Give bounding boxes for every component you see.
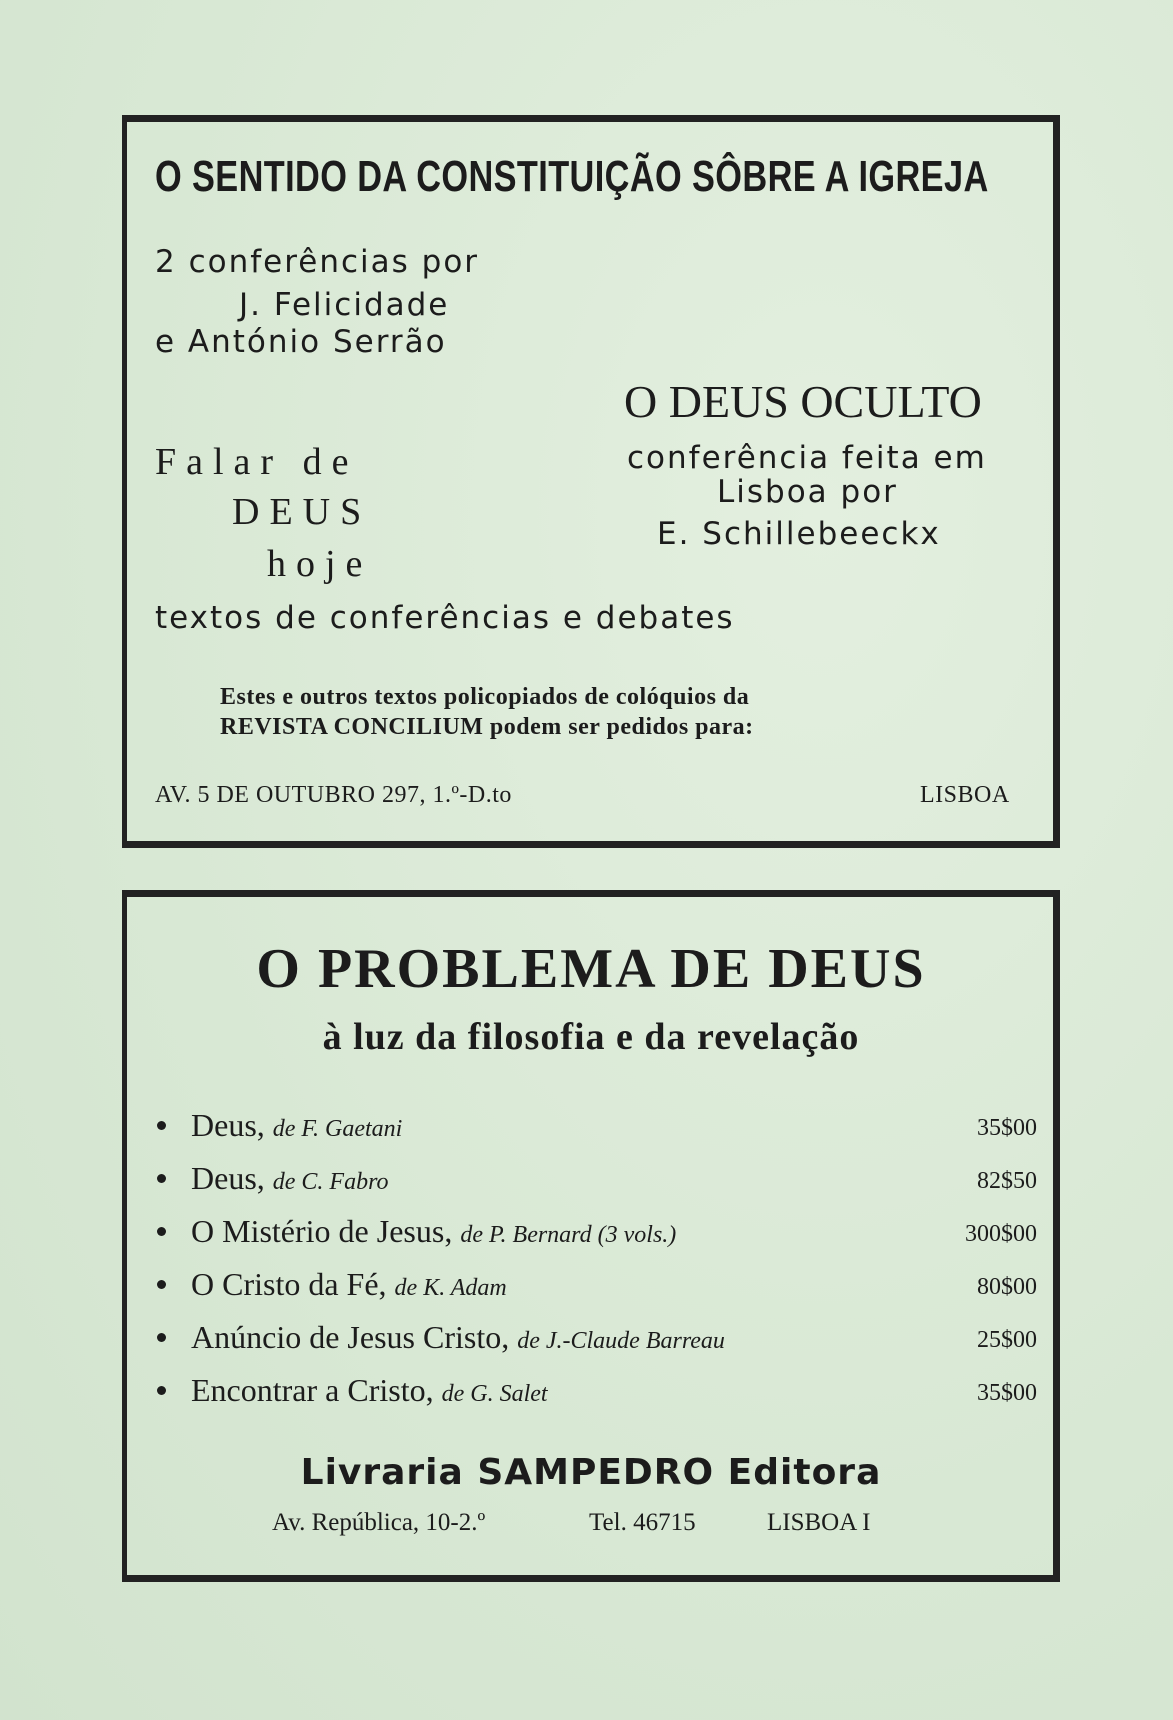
book-price: 35$00	[977, 1380, 1037, 1406]
falar-line-2: DEUS	[232, 491, 372, 533]
book-author: de G. Salet	[441, 1381, 548, 1407]
list-item	[157, 1266, 1037, 1314]
list-item	[157, 1372, 1037, 1420]
publisher-city: LISBOA I	[767, 1509, 871, 1536]
book-author: de P. Bernard (3 vols.)	[460, 1222, 677, 1248]
deus-oculto-author: E. Schillebeeckx	[657, 516, 941, 552]
list-item	[157, 1213, 1037, 1261]
sampedro-advert	[122, 890, 1060, 1582]
book-title: Encontrar a Cristo,	[191, 1372, 434, 1408]
note-line-1: Estes e outros textos policopiados de colóquios da	[220, 684, 750, 710]
book-author: de F. Gaetani	[272, 1116, 403, 1142]
book-title: Deus,	[191, 1160, 265, 1196]
concilium-advert	[122, 115, 1060, 848]
publisher-tel: Tel. 46715	[589, 1509, 696, 1536]
city: LISBOA	[920, 782, 1010, 808]
problema-subtitle: à luz da filosofia e da revelação	[322, 1016, 860, 1058]
book-price: 35$00	[977, 1115, 1037, 1141]
book-title: O Cristo da Fé,	[191, 1266, 387, 1302]
publisher-name: Livraria SAMPEDRO Editora	[300, 1452, 882, 1493]
deus-oculto-line-1: conferência feita em	[627, 440, 987, 476]
deus-oculto-line-2: Lisboa por	[717, 474, 898, 510]
intro-text: 2 conferências por	[155, 244, 480, 280]
bullet-icon	[157, 1280, 166, 1289]
deus-oculto-title: O DEUS OCULTO	[624, 376, 982, 427]
book-title: Anúncio de Jesus Cristo,	[191, 1319, 510, 1355]
bullet-icon	[157, 1174, 166, 1183]
falar-line-3: hoje	[267, 543, 373, 585]
list-item	[157, 1319, 1037, 1367]
author-line-2: e António Serrão	[155, 324, 447, 360]
book-author: de K. Adam	[394, 1275, 507, 1301]
list-item	[157, 1160, 1037, 1208]
book-title: O Mistério de Jesus,	[191, 1213, 453, 1249]
list-item	[157, 1107, 1037, 1155]
book-price: 25$00	[977, 1327, 1037, 1353]
bullet-icon	[157, 1227, 166, 1236]
headline: O SENTIDO DA CONSTITUIÇÃO SÔBRE A IGREJA	[155, 152, 989, 201]
book-price: 82$50	[977, 1168, 1037, 1194]
falar-line-1: Falar de	[155, 441, 359, 483]
publisher-address: Av. República, 10-2.º	[272, 1509, 486, 1536]
bullet-icon	[157, 1333, 166, 1342]
book-price: 300$00	[965, 1221, 1037, 1247]
bullet-icon	[157, 1386, 166, 1395]
note-line-2: REVISTA CONCILIUM podem ser pedidos para:	[220, 714, 754, 740]
book-price: 80$00	[977, 1274, 1037, 1300]
book-author: de C. Fabro	[272, 1169, 389, 1195]
textos-line: textos de conferências e debates	[155, 600, 735, 636]
problema-title: O PROBLEMA DE DEUS	[256, 938, 926, 1000]
bullet-icon	[157, 1121, 166, 1130]
book-author: de J.-Claude Barreau	[517, 1328, 725, 1354]
book-title: Deus,	[191, 1107, 265, 1143]
address: AV. 5 DE OUTUBRO 297, 1.º-D.to	[155, 782, 512, 808]
author-line-1: J. Felicidade	[239, 287, 450, 323]
